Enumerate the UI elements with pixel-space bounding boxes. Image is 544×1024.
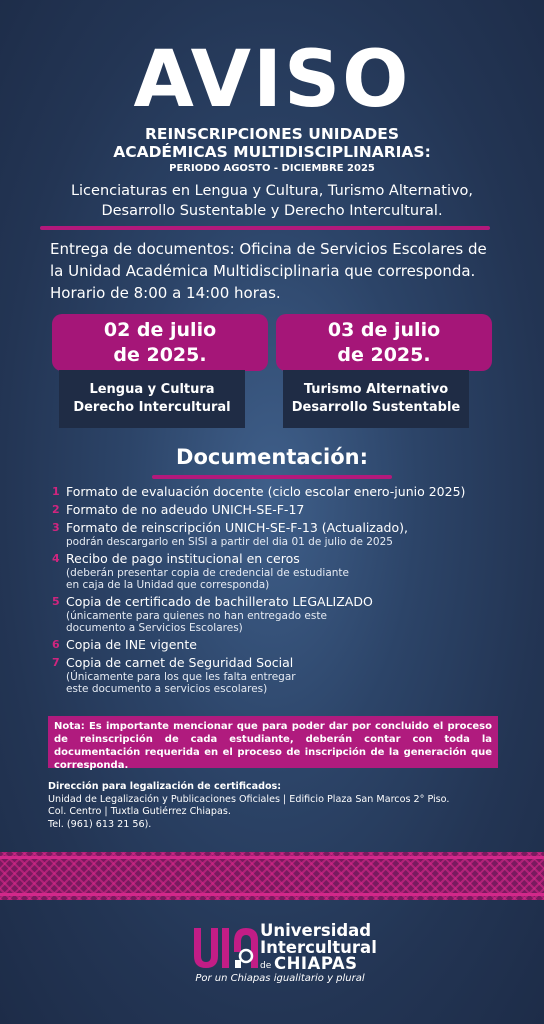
list-item bbox=[50, 594, 510, 635]
page-title: AVISO bbox=[133, 35, 411, 125]
date-line: de 2025. bbox=[113, 344, 207, 366]
item-note: en caja de la Unidad que corresponda) bbox=[66, 579, 270, 591]
item-number: 3 bbox=[52, 521, 60, 534]
documentation-underline bbox=[152, 475, 392, 479]
address-title: Dirección para legalización de certificados: bbox=[48, 781, 282, 792]
logo-text-line-2: Intercultural bbox=[260, 938, 377, 957]
programs-box-1 bbox=[59, 370, 245, 428]
item-title: Formato de reinscripción UNICH-SE-F-13 (Actualizado), bbox=[66, 520, 408, 535]
phone-line: Tel. (961) 613 21 56). bbox=[48, 818, 152, 830]
documents-list bbox=[50, 484, 510, 698]
delivery-hours: Horario de 8:00 a 14:00 horas. bbox=[50, 284, 281, 302]
item-title: Copia de INE vigente bbox=[66, 636, 197, 652]
delivery-line-2: la Unidad Académica Multidisciplinaria que corresponda. bbox=[50, 262, 476, 280]
band-stripe bbox=[0, 856, 544, 859]
item-note: podrán descargarlo en SISI a partir del dia 01 de julio de 2025 bbox=[66, 536, 393, 548]
header-line-2: ACADÉMICAS MULTIDISCIPLINARIAS: bbox=[113, 143, 431, 161]
address-line: Unidad de Legalización y Publicaciones Oficiales | Edificio Plaza San Marcos 2° Piso. bbox=[48, 793, 450, 805]
delivery-line-1: Entrega de documentos: Oficina de Servicios Escolares de bbox=[50, 240, 487, 258]
item-title: Formato de no adeudo UNICH-SE-F-17 bbox=[66, 502, 305, 517]
item-title: Copia de certificado de bachillerato LEGALIZADO bbox=[66, 593, 373, 609]
date-line: 02 de julio bbox=[103, 319, 217, 341]
program-name: Turismo Alternativo bbox=[303, 382, 449, 397]
note-box: Nota: Es importante mencionar que para poder dar por concluido el proceso de reinscripción de cada estudiante, deberán contar con toda la documentación requerida en el proceso de inscripción de la generación que corresponda. bbox=[48, 716, 498, 768]
program-name: Derecho Intercultural bbox=[73, 400, 231, 415]
logo-slogan: Por un Chiapas igualitario y plural bbox=[195, 973, 365, 984]
item-number: 2 bbox=[52, 503, 60, 516]
delivery-info bbox=[50, 238, 510, 304]
address-block bbox=[48, 781, 518, 831]
unich-logo-icon bbox=[190, 922, 262, 974]
date-box-2 bbox=[276, 314, 492, 371]
program-name: Desarrollo Sustentable bbox=[291, 400, 461, 415]
program-name: Lengua y Cultura bbox=[89, 382, 215, 397]
date-box-1 bbox=[52, 314, 268, 371]
careers-line-1: Licenciaturas en Lengua y Cultura, Turismo Alternativo, bbox=[70, 183, 474, 199]
item-note: este documento a servicios escolares) bbox=[66, 683, 268, 695]
item-note: documento a Servicios Escolares) bbox=[66, 622, 243, 634]
list-item bbox=[50, 484, 510, 500]
band-stripe bbox=[0, 893, 544, 896]
item-number: 5 bbox=[52, 594, 60, 608]
item-title: Recibo de pago institucional en ceros bbox=[66, 550, 300, 566]
list-item bbox=[50, 551, 510, 592]
item-number: 4 bbox=[52, 551, 60, 565]
divider bbox=[40, 226, 490, 230]
logo-text-line-1: Universidad bbox=[260, 921, 372, 940]
list-item bbox=[50, 655, 510, 696]
period-label: PERIODO AGOSTO - DICIEMBRE 2025 bbox=[169, 163, 375, 174]
logo-text-line-3: CHIAPAS bbox=[274, 954, 358, 973]
date-line: de 2025. bbox=[337, 344, 431, 366]
careers-line-2: Desarrollo Sustentable y Derecho Intercultural. bbox=[101, 203, 443, 219]
item-number: 7 bbox=[52, 655, 60, 669]
item-number: 6 bbox=[52, 637, 60, 651]
list-item bbox=[50, 520, 510, 549]
item-title: Copia de carnet de Seguridad Social bbox=[66, 654, 294, 670]
item-number: 1 bbox=[52, 485, 60, 498]
date-line: 03 de julio bbox=[327, 319, 441, 341]
careers-text bbox=[30, 181, 514, 221]
documentation-title: Documentación: bbox=[176, 445, 368, 469]
university-logo bbox=[190, 920, 377, 984]
item-note: (deberán presentar copia de credencial de estudiante bbox=[66, 566, 349, 579]
header-line-1: REINSCRIPCIONES UNIDADES bbox=[144, 125, 400, 143]
item-title: Formato de evaluación docente (ciclo escolar enero-junio 2025) bbox=[66, 484, 466, 499]
address-line: Col. Centro | Tuxtla Gutiérrez Chiapas. bbox=[48, 806, 231, 817]
item-note: (Únicamente para los que les falta entregar bbox=[66, 670, 296, 683]
item-note: (únicamente para quienes no han entregado este bbox=[66, 609, 327, 622]
list-item bbox=[50, 502, 510, 518]
list-item bbox=[50, 637, 510, 653]
logo-text-de: de bbox=[260, 961, 272, 971]
programs-box-2 bbox=[283, 370, 469, 428]
decorative-textile-band bbox=[0, 852, 544, 900]
